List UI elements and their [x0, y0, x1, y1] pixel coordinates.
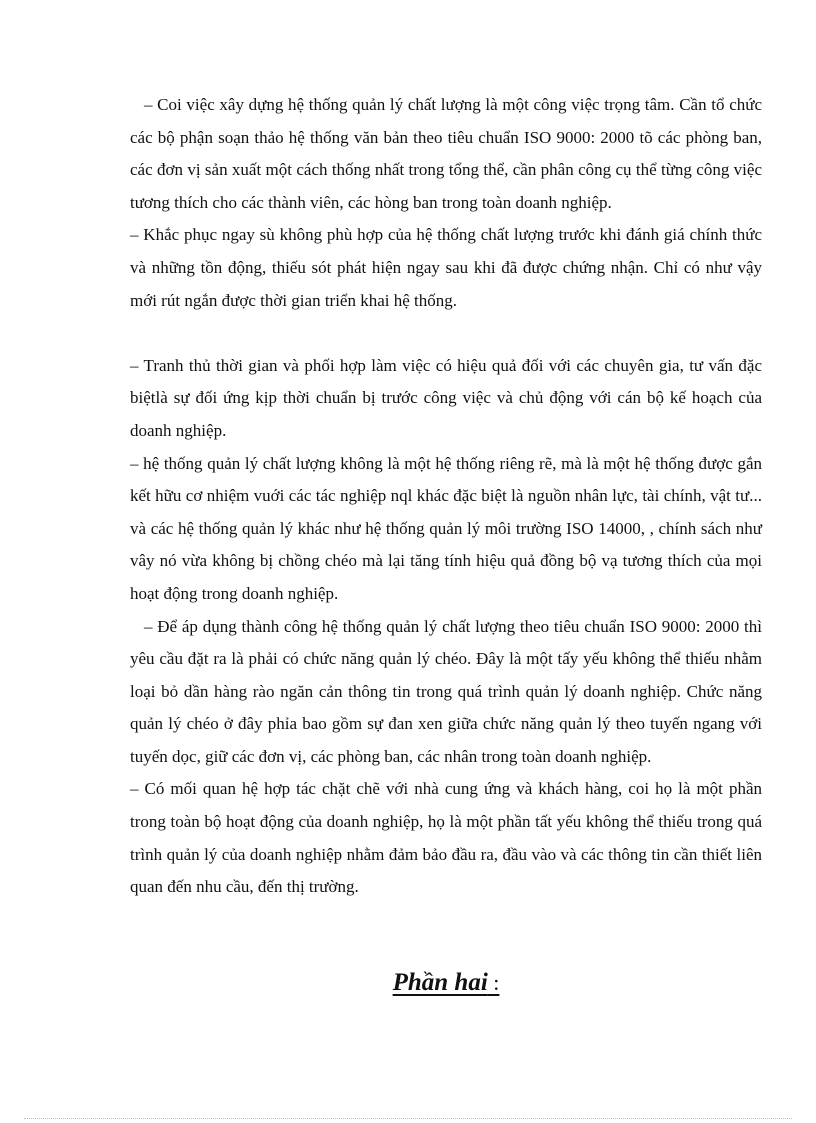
section-title — [130, 965, 762, 1001]
paragraph-4: – hệ thống quản lý chất lượng không là một hệ thống riêng rẽ, mà là một hệ thống được gắn kết hữu cơ nhiệm vuới các tác nghiệp nql khác đặc biệt là nguồn nhân lực, tài chính, vật tư... và các hệ thống quản lý khác như hệ thống quản lý môi trường ISO 14000, , chính sách như vây nó vừa không bị chồng chéo mà lại tăng tính hiệu quả đồng bộ vạ tương thích của mọi hoạt động trong doanh nghiệp. — [130, 453, 762, 603]
paragraph-2: – Khắc phục ngay sù không phù hợp của hệ thống chất lượng trước khi đánh giá chính thức và những tồn động, thiếu sót phát hiện ngay sau khi đã được chứng nhận. Chỉ có như vậy mới rút ngắn được thời gian triển khai hệ thống. — [130, 225, 762, 310]
section-title-text: Phần hai — [392, 969, 488, 996]
page-bottom-divider — [24, 1118, 792, 1119]
paragraph-3: – Tranh thủ thời gian và phối hợp làm việc có hiệu quả đối với các chuyên gia, tư vấn đặc biệtlà sự đối ứng kịp thời chuẩn bị trước công việc và chủ động với cán bộ kế hoạch của doanh nghiệp. — [130, 355, 762, 440]
paragraph-1: – Coi việc xây dựng hệ thống quản lý chất lượng là một công việc trọng tâm. Cần tổ chức các bộ phận soạn thảo hệ thống văn bản theo tiêu chuẩn ISO 9000: 2000 tõ các phòng ban, các đơn vị sản xuất một cách thống nhất trong tổng thể, cần phân công cụ thể từng công việc tương thích cho các thành viên, các hòng ban trong toàn doanh nghiệp. — [130, 95, 762, 212]
paragraph-5: – Để áp dụng thành công hệ thống quản lý chất lượng theo tiêu chuẩn ISO 9000: 2000 thì yêu cầu đặt ra là phải có chức năng quản lý chéo. Đây là một tấy yếu không thể thiếu nhằm loại bỏ dần hàng rào ngăn cản thông tin trong quá trình quản lý doanh nghiệp. Chức năng quản lý chéo ở đây phỉa bao gồm sự đan xen giữa chức năng quản lý theo tuyến ngang với tuyến dọc, giữ các đơn vị, các phòng ban, các nhân trong toàn doanh nghiệp. — [130, 616, 762, 766]
document-body — [130, 89, 762, 996]
paragraph-6: – Có mối quan hệ hợp tác chặt chẽ với nhà cung ứng và khách hàng, coi họ là một phần trong toàn bộ hoạt động của doanh nghiệp, họ là một phần tất yếu không thể thiếu trong quá trình quản lý của doanh nghiệp nhằm đảm bảo đầu ra, đầu vào và các thông tin cần thiết liên quan đến nhu cầu, đến thị trường. — [130, 779, 762, 897]
section-title-colon: : — [487, 970, 500, 995]
